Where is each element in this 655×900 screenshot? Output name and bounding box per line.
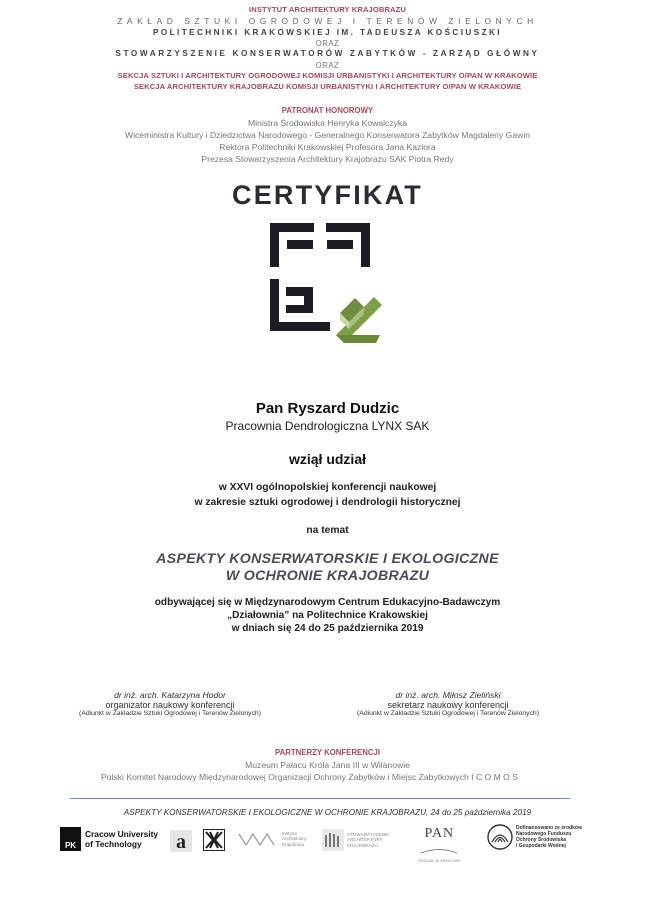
venue-line: odbywającej się w Międzynarodowym Centrum Edukacyjno-Badawczym [154,597,501,608]
patronage-line: Rektora Politechniki Krakowskiej Profesora Jana Kaziora [219,142,436,152]
signature-left [40,690,300,717]
iak-waves-icon [238,830,280,848]
venue-line: „Działownia” na Politechnice Krakowskiej [227,610,428,621]
logo-green-corner [336,297,382,343]
footer-divider [70,798,570,799]
iak-text: Architektury [282,836,307,842]
conference-line: w XXVI ogólnopolskiej konferencji naukowej [218,482,437,493]
logo-landscape-association [322,829,389,851]
fund-text: Ochrony Środowiska [516,837,567,843]
fund-text: Dofinansowano ze środków [516,825,582,831]
partner-line: Muzeum Pałacu Króla Jana III w Wilanowie [245,760,410,770]
logo-pan [418,826,461,865]
signatory-affiliation: (Adiunkt w Zakładzie Sztuki Ogrodowej i Terenów Zielonych) [357,710,539,717]
partners-title: PARTNERZY KONFERENCJI [275,748,380,757]
fund-text: i Gospodarki Wodnej [516,843,566,849]
logo-cracow-university [60,827,158,851]
sak-text: ARCHITEKTURY [347,837,383,843]
fund-text: Narodowego Funduszu [516,831,572,837]
organizer-university: POLITECHNIKI KRAKOWSKIEJ IM. TADEUSZA KOŚCIUSZKI [152,28,502,37]
signatory-name: dr inż. arch. Miłosz Zieliński [395,690,501,700]
pk-name: of Technology [85,839,142,849]
patronage-line: Wiceministra Kultury i Dziedzictwa Narodowego - Generalnego Konserwatora Zabytków Magdaleny Gawin [124,130,531,140]
patronage-line: Prezesa Stowarzyszenia Architektury Krajobrazu SAK Piotra Redy [201,154,454,164]
conjunction-oraz-2: ORAZ [315,61,340,70]
organizer-section-art: SEKCJA SZTUKI I ARCHITEKTURY OGRODOWEJ KOMISJI URBANISTYKI I ARCHITEKTURY O/PAN W KRAKOWIE [117,71,538,80]
sak-text: KRAJOBRAZU [347,842,378,848]
participation-statement: wziął udział [288,451,366,467]
sak-text: STOWARZYSZENIE [347,831,390,837]
topic-label: na temat [306,525,349,536]
iak-text: Instytut [282,830,297,836]
organizer-institute: INSTYTUT ARCHITEKTURY KRAJOBRAZU [249,5,406,14]
patronage-line: Ministra Środowiska Henryka Kowalczyka [247,118,408,128]
venue-line: w dniach się 24 do 25 października 2019 [231,623,424,634]
nfosigw-emblem-icon [487,824,513,850]
signatory-name: dr inż. arch. Katarzyna Hodor [114,690,226,700]
iak-text: Krajobrazu [282,841,305,847]
signatory-role: sekretarz naukowy konferencji [387,700,509,710]
certificate-title: CERTYFIKAT [232,180,423,210]
partner-line: Polski Komitet Narodowy Międzynarodowej Organizacji Ochrony Zabytków i Miejsc Zabytkowych I C O M O S [101,772,518,782]
pan-abbr: PAN [424,826,455,841]
pan-sub: ODDZIAŁ W KRAKOWIE [418,859,461,863]
recipient-affiliation: Pracownia Dendrologiczna LYNX SAK [225,419,430,433]
conjunction-oraz-1: ORAZ [315,39,340,48]
sak-trees-icon [322,829,344,851]
svg-text:a: a [176,831,186,852]
signature-right [318,690,578,717]
conference-line: w zakresie sztuki ogrodowej i dendrologii historycznej [194,497,461,508]
signatory-role: organizator naukowy konferencji [105,700,235,710]
footer-caption: ASPEKTY KONSERWATORSKIE I EKOLOGICZNE W OCHRONIE KRAJOBRAZU, 24 do 25 października 2019 [123,808,532,817]
signatory-affiliation: (Adiunkt w Zakładzie Sztuki Ogrodowej i Terenów Zielonych) [79,710,261,717]
organizer-section-landscape: SEKCJA ARCHITEKTURY KRAJOBRAZU KOMISJI URBANISTYKI I ARCHITEKTURY O/PAN W KRAKOWIE [133,82,522,91]
heritage-emblem-icon [203,829,225,851]
conference-logo [270,223,386,379]
organizer-department: ZAKŁAD SZTUKI OGRODOWEJ I TERENÓW ZIELONYCH [117,16,538,26]
pk-emblem-icon [60,827,81,851]
pk-name: Cracow University [85,829,159,839]
pan-arch-icon [419,848,459,854]
logo-landscape-institute [238,830,306,848]
topic-line: ASPEKTY KONSERWATORSKIE I EKOLOGICZNE [156,551,499,567]
pk-abbr: PK [64,841,77,850]
patronage-title: PATRONAT HONOROWY [281,106,374,115]
topic-line: W OCHRONIE KRAJOBRAZU [225,568,430,584]
logo-environmental-fund [487,824,582,850]
recipient-name: Pan Ryszard Dudzic [255,400,400,417]
organizer-association: STOWARZYSZENIE KONSERWATORÓW ZABYTKÓW - ZARZĄD GŁÓWNY [115,49,540,58]
architecture-a-icon [170,830,192,852]
